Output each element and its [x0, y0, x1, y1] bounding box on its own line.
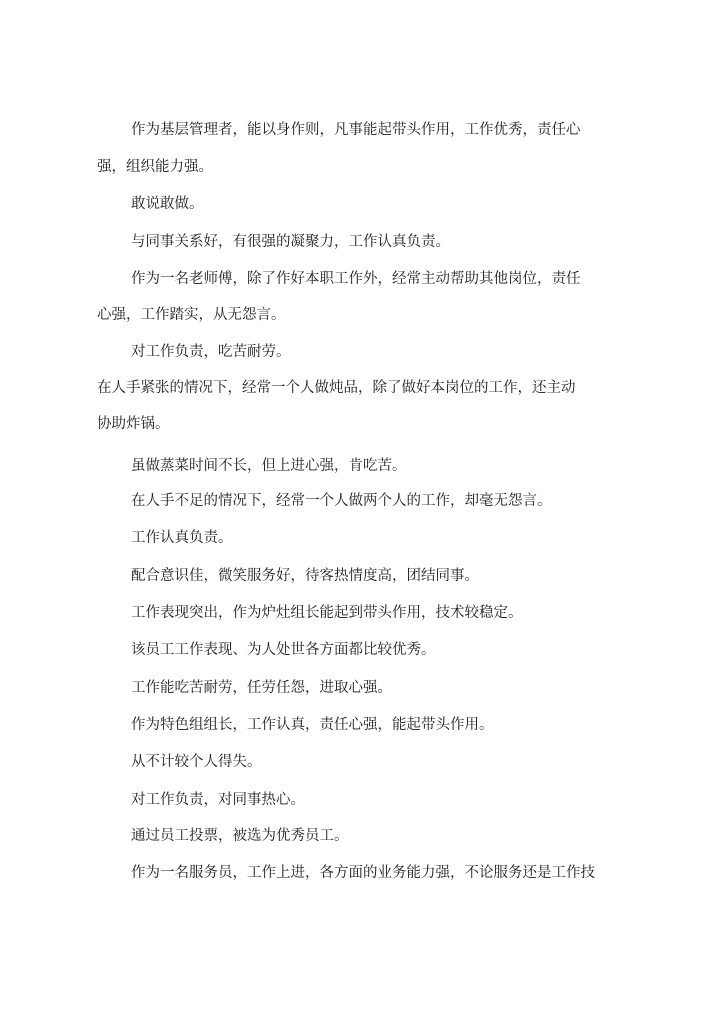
text-line: 对工作负责，吃苦耐劳。	[131, 344, 291, 360]
text-line: 协助炸锅。	[97, 416, 170, 432]
text-line: 对工作负责，对同事热心。	[131, 792, 305, 808]
text-line: 该员工工作表现、为人处世各方面都比较优秀。	[131, 642, 436, 658]
text-line: 配合意识佳，微笑服务好，待客热情度高，团结同事。	[131, 568, 479, 584]
text-line: 工作表现突出，作为炉灶组长能起到带头作用，技术较稳定。	[131, 605, 523, 621]
text-line: 工作认真负责。	[131, 530, 233, 546]
text-line: 强，组织能力强。	[97, 159, 213, 175]
text-line: 作为特色组组长，工作认真，责任心强，能起带头作用。	[131, 717, 494, 733]
text-line: 在人手不足的情况下，经常一个人做两个人的工作，却毫无怨言。	[131, 493, 552, 509]
text-line: 作为一名服务员，工作上进，各方面的业务能力强，不论服务还是工作技	[131, 865, 595, 881]
text-line: 虽做蒸菜时间不长，但上进心强，肯吃苦。	[131, 458, 407, 474]
text-line: 心强，工作踏实，从无怨言。	[97, 307, 286, 323]
text-line: 作为基层管理者，能以身作则，凡事能起带头作用，工作优秀，责任心	[131, 122, 581, 138]
text-line: 作为一名老师傅，除了作好本职工作外，经常主动帮助其他岗位，责任	[131, 271, 581, 287]
text-line: 在人手紧张的情况下，经常一个人做炖品，除了做好本岗位的工作，还主动	[97, 380, 576, 396]
text-line: 通过员工投票，被选为优秀员工。	[131, 828, 349, 844]
text-line: 敢说敢做。	[131, 196, 204, 212]
text-line: 从不计较个人得失。	[131, 754, 262, 770]
text-line: 与同事关系好，有很强的凝聚力，工作认真负责。	[131, 234, 450, 250]
text-line: 工作能吃苦耐劳，任劳任怨，进取心强。	[131, 680, 392, 696]
